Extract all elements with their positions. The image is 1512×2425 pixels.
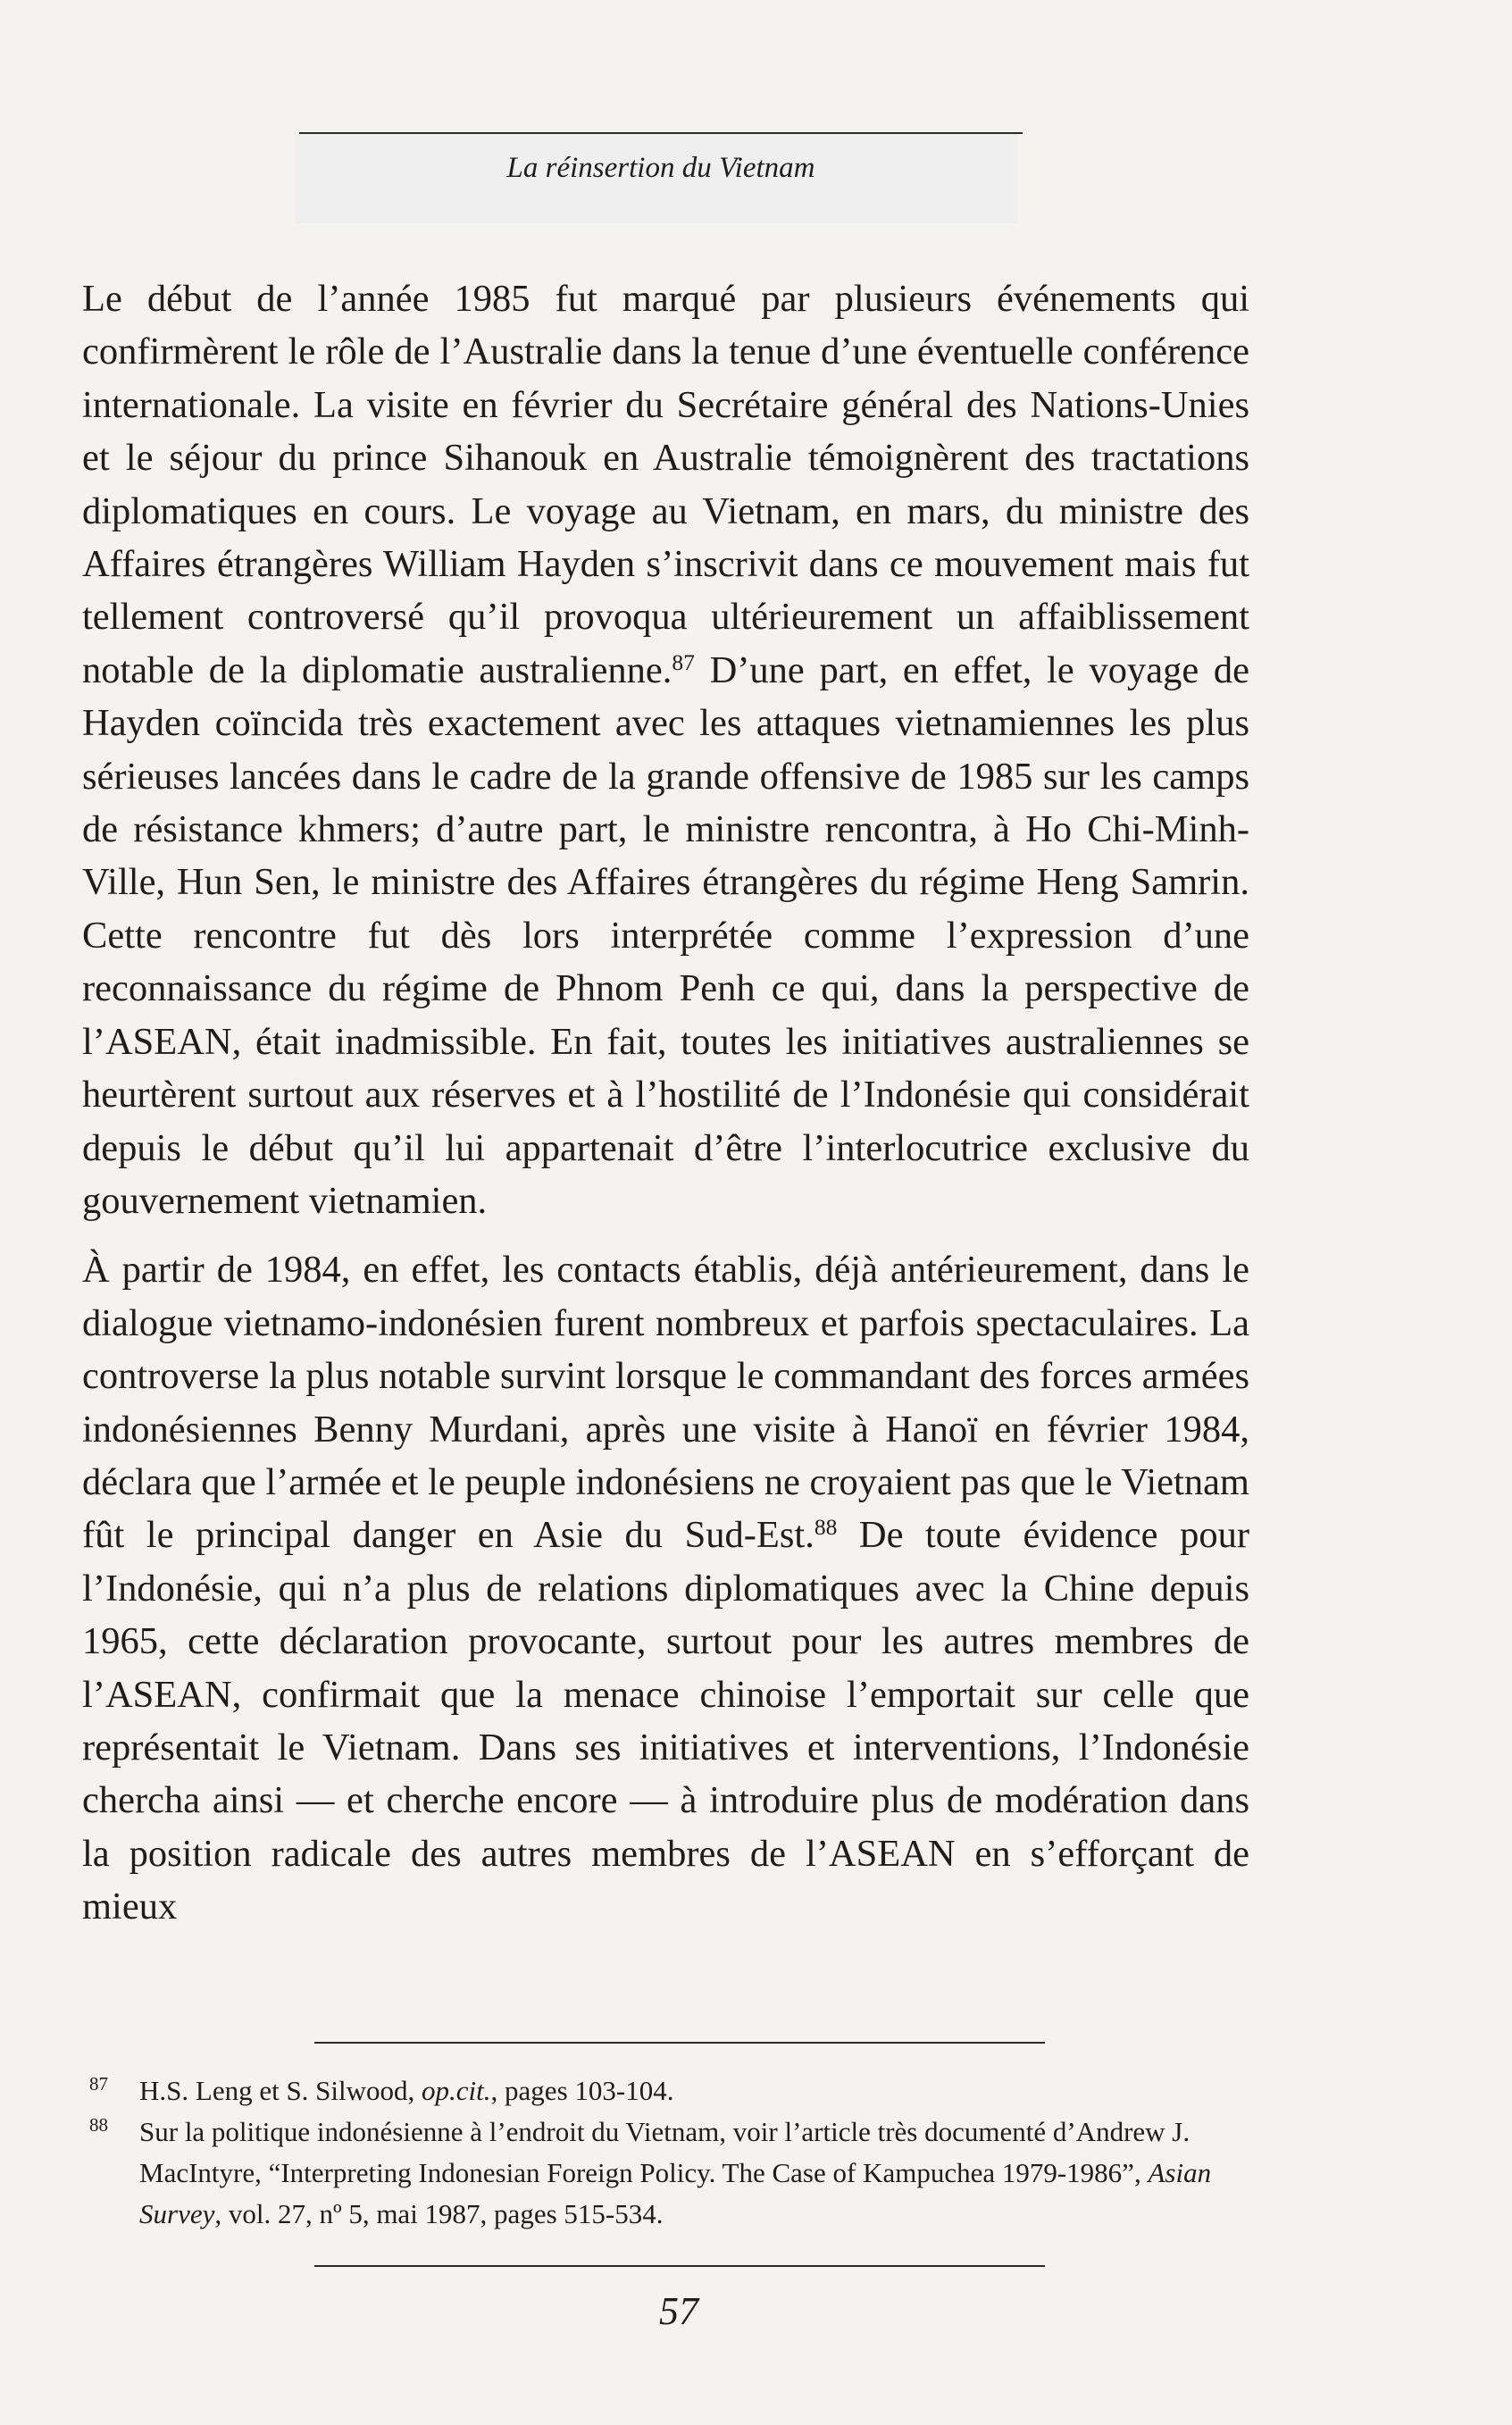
- footnote-number: 87: [89, 2073, 108, 2095]
- body-text: [82, 272, 1249, 1934]
- footnote-text-b: , pages 103-104.: [490, 2075, 674, 2106]
- header-rule: [299, 132, 1023, 134]
- footer-rule: [314, 2265, 1045, 2267]
- paragraph-1-text-b: D’une part, en effet, le voyage de Hayden coïncida très exactement avec les attaques vietnamiennes les plus sérieuses lancées dans le cadre de la grande offensive de 1985 sur les camps de résistance khmers; d’autre part, le ministre rencontra, à Ho Chi-Minh-Ville, Hun Sen, le ministre des Affaires étrangères du régime Heng Samrin. Cette rencontre fut dès lors interprétée comme l’expression d’une reconnaissance du régime de Phnom Penh ce qui, dans la perspective de l’ASEAN, était inadmissible. En fait, toutes les initiatives australiennes se heurtèrent surtout aux réserves et à l’hostilité de l’Indonésie qui considérait depuis le début qu’il lui appartenait d’être l’interlocutrice exclusive du gouvernement vietnamien.: [82, 648, 1250, 1222]
- paragraph-1: [82, 272, 1249, 1227]
- footnote-text: [139, 2070, 1250, 2111]
- footnotes: [89, 2070, 1250, 2235]
- footnote-text-a: Sur la politique indonésienne à l’endroit du Vietnam, voir l’article très documenté d’Andrew J. MacIntyre, “Interpreting Indonesian Foreign Policy. The Case of Kampuchea 1979-1986”,: [139, 2116, 1190, 2188]
- footnote-88: [89, 2111, 1250, 2235]
- paragraph-2: [82, 1243, 1249, 1933]
- footnote-text-b: , vol. 27, nº 5, mai 1987, pages 515-534.: [214, 2198, 664, 2229]
- footnote-ref-88[interactable]: 88: [814, 1514, 838, 1541]
- footnote-number: 88: [89, 2114, 108, 2136]
- page-number: 57: [659, 2289, 698, 2333]
- paragraph-2-text-b: De toute évidence pour l’Indonésie, qui n’a plus de relations diplomatiques avec la Chine depuis 1965, cette déclaration provocante, surtout pour les autres membres de l’ASEAN, confirmait que la menace chinoise l’emportait sur celle que représentait le Vietnam. Dans ses initiatives et interventions, l’Indonésie chercha ainsi — et cherche encore — à introduire plus de modération dans la position radicale des autres membres de l’ASEAN en s’efforçant de mieux: [82, 1514, 1249, 1928]
- footnote-italic: op.cit.: [422, 2075, 491, 2106]
- footnote-rule: [314, 2042, 1045, 2044]
- footnote-italic: Asian Survey: [139, 2157, 1212, 2229]
- footnote-ref-87[interactable]: 87: [672, 648, 695, 675]
- paragraph-1-text-a: Le début de l’année 1985 fut marqué par plusieurs événements qui confirmèrent le rôle de l’Australie dans la tenue d’une éventuelle conférence internationale. La visite en février du Secrétaire général des Nations-Unies et le séjour du prince Sihanouk en Australie témoignèrent des tractations diplomatiques en cours. Le voyage au Vietnam, en mars, du ministre des Affaires étrangères William Hayden s’inscrivit dans ce mouvement mais fut tellement controversé qu’il provoqua ultérieurement un affaiblissement notable de la diplomatie australienne.: [82, 278, 1249, 691]
- footnote-text-a: H.S. Leng et S. Silwood,: [139, 2075, 422, 2106]
- paragraph-2-text-a: À partir de 1984, en effet, les contacts établis, déjà antérieurement, dans le dialogue vietnamo-indonésien furent nombreux et parfois spectaculaires. La controverse la plus notable survint lorsque le commandant des forces armées indonésiennes Benny Murdani, après une visite à Hanoï en février 1984, déclara que l’armée et le peuple indonésiens ne croyaient pas que le Vietnam fût le principal danger en Asie du Sud-Est.: [82, 1249, 1249, 1557]
- footnote-text: [139, 2111, 1250, 2235]
- running-title: La réinsertion du Vietnam: [506, 152, 815, 184]
- footnote-87: [89, 2070, 1250, 2111]
